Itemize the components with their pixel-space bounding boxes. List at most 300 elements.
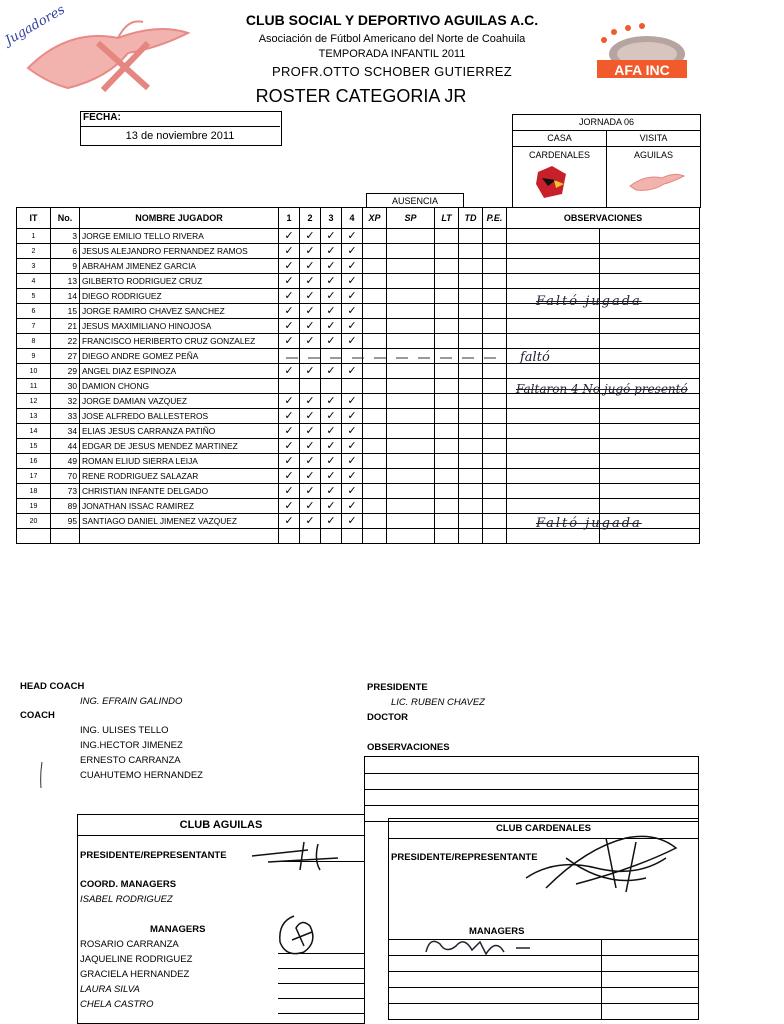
- quarter-check-4: [342, 379, 363, 394]
- table-row: [17, 274, 700, 289]
- row-name: DAMION CHONG: [80, 379, 279, 394]
- cell-lt: [435, 499, 459, 514]
- cell-xp: [363, 409, 387, 424]
- cell-sp: [387, 364, 435, 379]
- coach-label: COACH: [20, 710, 55, 721]
- quarter-check-1: ✓: [279, 424, 300, 439]
- roster-table: [16, 207, 700, 544]
- fecha-value: 13 de noviembre 2011: [125, 130, 235, 142]
- row-it: 8: [17, 334, 51, 349]
- quarter-check-3: ✓: [321, 259, 342, 274]
- table-row: [17, 409, 700, 424]
- aguilas-manager-3: GRACIELA HERNANDEZ: [80, 969, 190, 980]
- quarter-check-1: ✓: [279, 259, 300, 274]
- row-name: GILBERTO RODRIGUEZ CRUZ: [80, 274, 279, 289]
- cell-sp: [387, 379, 435, 394]
- quarter-check-1: ✓: [279, 244, 300, 259]
- presidente-name: LIC. RUBEN CHAVEZ: [391, 697, 485, 708]
- club-title: CLUB SOCIAL Y DEPORTIVO AGUILAS A.C.: [245, 12, 539, 28]
- aguilas-manager-4: LAURA SILVA: [80, 984, 140, 995]
- row-name: JOSE ALFREDO BALLESTEROS: [80, 409, 279, 424]
- quarter-check-2: ✓: [300, 274, 321, 289]
- note-row5: Faltó jugada: [536, 294, 642, 309]
- cardinal-logo-icon: [532, 164, 572, 200]
- cell-lt: [435, 319, 459, 334]
- quarter-check-4: ✓: [342, 274, 363, 289]
- row-number: 33: [51, 409, 80, 424]
- aguilas-manager-1: ROSARIO CARRANZA: [80, 939, 179, 950]
- row-number: 89: [51, 499, 80, 514]
- header-q3: 3: [321, 208, 342, 229]
- cell-sp: [387, 439, 435, 454]
- header-q4: 4: [342, 208, 363, 229]
- header-sp: SP: [387, 208, 435, 229]
- quarter-check-2: ✓: [300, 454, 321, 469]
- fecha-divider: [80, 126, 280, 127]
- cell-obs-b: [600, 259, 700, 274]
- row-name: FRANCISCO HERIBERTO CRUZ GONZALEZ: [80, 334, 279, 349]
- row-it: 7: [17, 319, 51, 334]
- row-number: [51, 529, 80, 544]
- row-name: ROMAN ELIUD SIERRA LEIJA: [80, 454, 279, 469]
- quarter-check-2: ✓: [300, 484, 321, 499]
- quarter-check-1: ✓: [279, 304, 300, 319]
- row-it: [17, 529, 51, 544]
- cell-obs-b: [600, 229, 700, 244]
- row-name: ANGEL DIAZ ESPINOZA: [80, 364, 279, 379]
- cell-xp: [363, 379, 387, 394]
- row-number: 32: [51, 394, 80, 409]
- cell-xp: [363, 484, 387, 499]
- cell-pe: [483, 319, 507, 334]
- cell-pe: [483, 274, 507, 289]
- eagle-mini-logo-icon: [626, 172, 686, 192]
- cell-lt: [435, 439, 459, 454]
- aguilas-coord-name: ISABEL RODRIGUEZ: [80, 894, 173, 905]
- cell-lt: [435, 394, 459, 409]
- afa-logo-text: AFA INC: [614, 62, 670, 78]
- cell-xp: [363, 454, 387, 469]
- cell-xp: [363, 364, 387, 379]
- cell-sp: [387, 529, 435, 544]
- row-number: 70: [51, 469, 80, 484]
- cell-xp: [363, 304, 387, 319]
- cell-lt: [435, 304, 459, 319]
- quarter-check-3: ✓: [321, 304, 342, 319]
- cell-lt: [435, 229, 459, 244]
- quarter-check-3: ✓: [321, 454, 342, 469]
- row-it: 2: [17, 244, 51, 259]
- cell-obs-a: [507, 229, 600, 244]
- row-it: 1: [17, 229, 51, 244]
- quarter-check-1: ✓: [279, 439, 300, 454]
- table-row: [17, 469, 700, 484]
- coach-1: ING. ULISES TELLO: [80, 725, 169, 736]
- cell-sp: [387, 304, 435, 319]
- table-row: [17, 244, 700, 259]
- row-name: DIEGO ANDRE GOMEZ PEÑA: [80, 349, 279, 364]
- table-row: [17, 454, 700, 469]
- quarter-check-1: [279, 529, 300, 544]
- quarter-check-4: ✓: [342, 394, 363, 409]
- row-it: 20: [17, 514, 51, 529]
- cell-td: [459, 409, 483, 424]
- jornada-title: JORNADA 06: [513, 115, 700, 131]
- row-number: 95: [51, 514, 80, 529]
- cell-pe: [483, 514, 507, 529]
- row-name: JESUS ALEJANDRO FERNANDEZ RAMOS: [80, 244, 279, 259]
- cell-xp: [363, 529, 387, 544]
- table-row: [17, 499, 700, 514]
- row-number: 29: [51, 364, 80, 379]
- quarter-check-2: [300, 529, 321, 544]
- cell-pe: [483, 334, 507, 349]
- quarter-check-3: ✓: [321, 319, 342, 334]
- table-row: [17, 424, 700, 439]
- cell-lt: [435, 469, 459, 484]
- cell-td: [459, 499, 483, 514]
- cell-obs-b: [600, 244, 700, 259]
- header-no: No.: [51, 208, 80, 229]
- margin-mark: [38, 760, 46, 790]
- cell-obs-a: [507, 499, 600, 514]
- cell-pe: [483, 229, 507, 244]
- head-coach-label: HEAD COACH: [20, 681, 85, 692]
- quarter-check-3: ✓: [321, 364, 342, 379]
- row-number: 6: [51, 244, 80, 259]
- quarter-check-4: ✓: [342, 484, 363, 499]
- quarter-check-4: ✓: [342, 304, 363, 319]
- table-row: [17, 319, 700, 334]
- row-it: 9: [17, 349, 51, 364]
- row-it: 4: [17, 274, 51, 289]
- roster-title: ROSTER CATEGORIA JR: [255, 86, 467, 106]
- row-name: JORGE RAMIRO CHAVEZ SANCHEZ: [80, 304, 279, 319]
- cell-xp: [363, 499, 387, 514]
- quarter-check-4: ✓: [342, 364, 363, 379]
- quarter-check-1: ✓: [279, 274, 300, 289]
- cell-obs-a: [507, 424, 600, 439]
- cell-xp: [363, 439, 387, 454]
- cell-obs-a: [507, 484, 600, 499]
- table-header-row: [17, 208, 700, 229]
- cell-td: [459, 529, 483, 544]
- row-it: 19: [17, 499, 51, 514]
- row-number: 49: [51, 454, 80, 469]
- cell-obs-a: [507, 439, 600, 454]
- cell-obs-a: [507, 319, 600, 334]
- coach-2: ING.HECTOR JIMENEZ: [80, 740, 183, 751]
- cell-lt: [435, 379, 459, 394]
- cell-pe: [483, 394, 507, 409]
- row-number: 9: [51, 259, 80, 274]
- casa-team: CARDENALES: [513, 147, 607, 207]
- table-row: [17, 334, 700, 349]
- cell-obs-a: [507, 274, 600, 289]
- row-it: 12: [17, 394, 51, 409]
- quarter-check-2: ✓: [300, 409, 321, 424]
- cell-td: [459, 244, 483, 259]
- row-name: JONATHAN ISSAC RAMIREZ: [80, 499, 279, 514]
- cell-obs-b: [600, 334, 700, 349]
- row9-dash-line: [286, 356, 516, 360]
- header-q1: 1: [279, 208, 300, 229]
- quarter-check-4: ✓: [342, 409, 363, 424]
- cell-td: [459, 364, 483, 379]
- quarter-check-3: ✓: [321, 484, 342, 499]
- quarter-check-1: ✓: [279, 334, 300, 349]
- quarter-check-3: ✓: [321, 334, 342, 349]
- cell-obs-a: [507, 469, 600, 484]
- aguilas-manager-signature: [274, 912, 324, 962]
- quarter-check-4: ✓: [342, 499, 363, 514]
- cell-sp: [387, 244, 435, 259]
- quarter-check-3: [321, 529, 342, 544]
- cardenales-pres-signature: [516, 828, 686, 898]
- row-number: 21: [51, 319, 80, 334]
- cell-pe: [483, 469, 507, 484]
- cell-sp: [387, 514, 435, 529]
- season-name: TEMPORADA INFANTIL 2011: [318, 48, 466, 60]
- aguilas-coord-label: COORD. MANAGERS: [80, 879, 177, 890]
- quarter-check-1: ✓: [279, 229, 300, 244]
- observaciones-box: [364, 756, 699, 822]
- quarter-check-1: ✓: [279, 409, 300, 424]
- row-it: 18: [17, 484, 51, 499]
- table-row: [17, 364, 700, 379]
- row-name: SANTIAGO DANIEL JIMENEZ VAZQUEZ: [80, 514, 279, 529]
- cell-pe: [483, 364, 507, 379]
- cell-lt: [435, 274, 459, 289]
- cell-pe: [483, 244, 507, 259]
- cell-lt: [435, 424, 459, 439]
- cell-xp: [363, 229, 387, 244]
- cell-obs-b: [600, 424, 700, 439]
- quarter-check-3: ✓: [321, 469, 342, 484]
- cell-pe: [483, 529, 507, 544]
- cell-td: [459, 394, 483, 409]
- row-name: JESUS MAXIMILIANO HINOJOSA: [80, 319, 279, 334]
- row-name: JORGE DAMIAN VAZQUEZ: [80, 394, 279, 409]
- note-row11: Faltaron 4 No jugó presentó: [516, 382, 688, 396]
- cell-td: [459, 274, 483, 289]
- cell-obs-b: [600, 454, 700, 469]
- row-it: 3: [17, 259, 51, 274]
- cell-sp: [387, 334, 435, 349]
- row-number: 13: [51, 274, 80, 289]
- quarter-check-3: ✓: [321, 394, 342, 409]
- quarter-check-4: ✓: [342, 289, 363, 304]
- quarter-check-4: ✓: [342, 334, 363, 349]
- quarter-check-1: [279, 379, 300, 394]
- quarter-check-3: ✓: [321, 274, 342, 289]
- quarter-check-1: ✓: [279, 469, 300, 484]
- header-lt: LT: [435, 208, 459, 229]
- quarter-check-1: ✓: [279, 484, 300, 499]
- cell-sp: [387, 469, 435, 484]
- cell-obs-a: [507, 334, 600, 349]
- note-row20: Faltó jugada: [536, 516, 642, 531]
- quarter-check-2: ✓: [300, 229, 321, 244]
- quarter-check-2: ✓: [300, 364, 321, 379]
- cell-td: [459, 319, 483, 334]
- row-number: 73: [51, 484, 80, 499]
- row-name: JORGE EMILIO TELLO RIVERA: [80, 229, 279, 244]
- row-name: [80, 529, 279, 544]
- cell-pe: [483, 454, 507, 469]
- cell-td: [459, 454, 483, 469]
- quarter-check-3: ✓: [321, 499, 342, 514]
- quarter-check-4: ✓: [342, 469, 363, 484]
- row-it: 10: [17, 364, 51, 379]
- quarter-check-3: ✓: [321, 409, 342, 424]
- cell-td: [459, 439, 483, 454]
- quarter-check-2: ✓: [300, 319, 321, 334]
- quarter-check-2: ✓: [300, 439, 321, 454]
- row-number: 14: [51, 289, 80, 304]
- quarter-check-1: ✓: [279, 454, 300, 469]
- cell-xp: [363, 274, 387, 289]
- cell-sp: [387, 319, 435, 334]
- coordinator-name: PROFR.OTTO SCHOBER GUTIERREZ: [271, 64, 512, 79]
- cardenales-pres-label: PRESIDENTE/REPRESENTANTE: [391, 852, 538, 863]
- presidente-label: PRESIDENTE: [367, 682, 428, 693]
- row-it: 16: [17, 454, 51, 469]
- association-name: Asociación de Fútbol Americano del Norte de Coahuila: [258, 33, 526, 45]
- quarter-check-2: ✓: [300, 394, 321, 409]
- quarter-check-3: ✓: [321, 424, 342, 439]
- cell-obs-b: [600, 499, 700, 514]
- quarter-check-4: ✓: [342, 319, 363, 334]
- quarter-check-3: ✓: [321, 439, 342, 454]
- cell-td: [459, 289, 483, 304]
- header-q2: 2: [300, 208, 321, 229]
- cell-obs-a: [507, 409, 600, 424]
- cell-obs-a: [507, 454, 600, 469]
- cell-xp: [363, 244, 387, 259]
- cell-xp: [363, 394, 387, 409]
- header-pe: P.E.: [483, 208, 507, 229]
- cell-lt: [435, 484, 459, 499]
- cell-obs-b: [600, 349, 700, 364]
- observaciones-label: OBSERVACIONES: [367, 742, 450, 753]
- quarter-check-2: ✓: [300, 334, 321, 349]
- table-row: [17, 484, 700, 499]
- cell-obs-b: [600, 409, 700, 424]
- cell-pe: [483, 379, 507, 394]
- quarter-check-2: ✓: [300, 259, 321, 274]
- note-row9: faltó: [520, 350, 550, 365]
- cell-pe: [483, 304, 507, 319]
- coach-4: CUAHUTEMO HERNANDEZ: [80, 770, 203, 781]
- cell-td: [459, 379, 483, 394]
- cell-sp: [387, 259, 435, 274]
- quarter-check-1: ✓: [279, 319, 300, 334]
- cell-td: [459, 259, 483, 274]
- row-name: CHRISTIAN INFANTE DELGADO: [80, 484, 279, 499]
- quarter-check-3: ✓: [321, 289, 342, 304]
- cell-sp: [387, 499, 435, 514]
- ausencia-header: AUSENCIA: [366, 193, 464, 208]
- cell-td: [459, 424, 483, 439]
- cell-td: [459, 334, 483, 349]
- row-number: 3: [51, 229, 80, 244]
- table-row: [17, 439, 700, 454]
- quarter-check-3: ✓: [321, 244, 342, 259]
- row-number: 22: [51, 334, 80, 349]
- aguilas-managers-label: MANAGERS: [150, 924, 206, 935]
- cell-sp: [387, 409, 435, 424]
- cell-obs-b: [600, 484, 700, 499]
- cell-xp: [363, 334, 387, 349]
- cell-lt: [435, 334, 459, 349]
- quarter-check-2: ✓: [300, 424, 321, 439]
- cell-xp: [363, 514, 387, 529]
- quarter-check-2: ✓: [300, 514, 321, 529]
- row-it: 17: [17, 469, 51, 484]
- row-name: EDGAR DE JESUS MENDEZ MARTINEZ: [80, 439, 279, 454]
- cell-td: [459, 304, 483, 319]
- cell-lt: [435, 514, 459, 529]
- row-name: DIEGO RODRIGUEZ: [80, 289, 279, 304]
- visita-label: VISITA: [639, 133, 668, 143]
- row-it: 5: [17, 289, 51, 304]
- cell-pe: [483, 439, 507, 454]
- table-row: [17, 229, 700, 244]
- cell-obs-a: [507, 244, 600, 259]
- cell-obs-a: [507, 259, 600, 274]
- cell-sp: [387, 274, 435, 289]
- cell-lt: [435, 529, 459, 544]
- quarter-check-1: ✓: [279, 514, 300, 529]
- cell-sp: [387, 289, 435, 304]
- header-observaciones: OBSERVACIONES: [507, 208, 700, 229]
- quarter-check-2: ✓: [300, 469, 321, 484]
- quarter-check-2: ✓: [300, 499, 321, 514]
- row-it: 6: [17, 304, 51, 319]
- cell-pe: [483, 259, 507, 274]
- aguilas-manager-5: CHELA CASTRO: [80, 999, 154, 1010]
- quarter-check-3: ✓: [321, 229, 342, 244]
- cell-td: [459, 229, 483, 244]
- quarter-check-2: ✓: [300, 304, 321, 319]
- quarter-check-2: ✓: [300, 244, 321, 259]
- cell-xp: [363, 259, 387, 274]
- logo-handwriting: Jugadores: [2, 2, 68, 49]
- cell-xp: [363, 424, 387, 439]
- cell-pe: [483, 409, 507, 424]
- row-number: 30: [51, 379, 80, 394]
- row-it: 15: [17, 439, 51, 454]
- header-nombre: NOMBRE JUGADOR: [80, 208, 279, 229]
- quarter-check-1: ✓: [279, 364, 300, 379]
- header-it: IT: [17, 208, 51, 229]
- cell-lt: [435, 289, 459, 304]
- table-row: [17, 259, 700, 274]
- row-number: 15: [51, 304, 80, 319]
- coach-3: ERNESTO CARRANZA: [80, 755, 181, 766]
- quarter-check-3: [321, 379, 342, 394]
- head-coach-name: ING. EFRAIN GALINDO: [80, 696, 183, 707]
- quarter-check-4: ✓: [342, 259, 363, 274]
- cell-pe: [483, 484, 507, 499]
- cell-pe: [483, 424, 507, 439]
- aguilas-pres-label: PRESIDENTE/REPRESENTANTE: [80, 850, 227, 861]
- cell-obs-b: [600, 319, 700, 334]
- doctor-label: DOCTOR: [367, 712, 408, 723]
- cardenales-manager-signature: [420, 932, 550, 962]
- quarter-check-4: ✓: [342, 454, 363, 469]
